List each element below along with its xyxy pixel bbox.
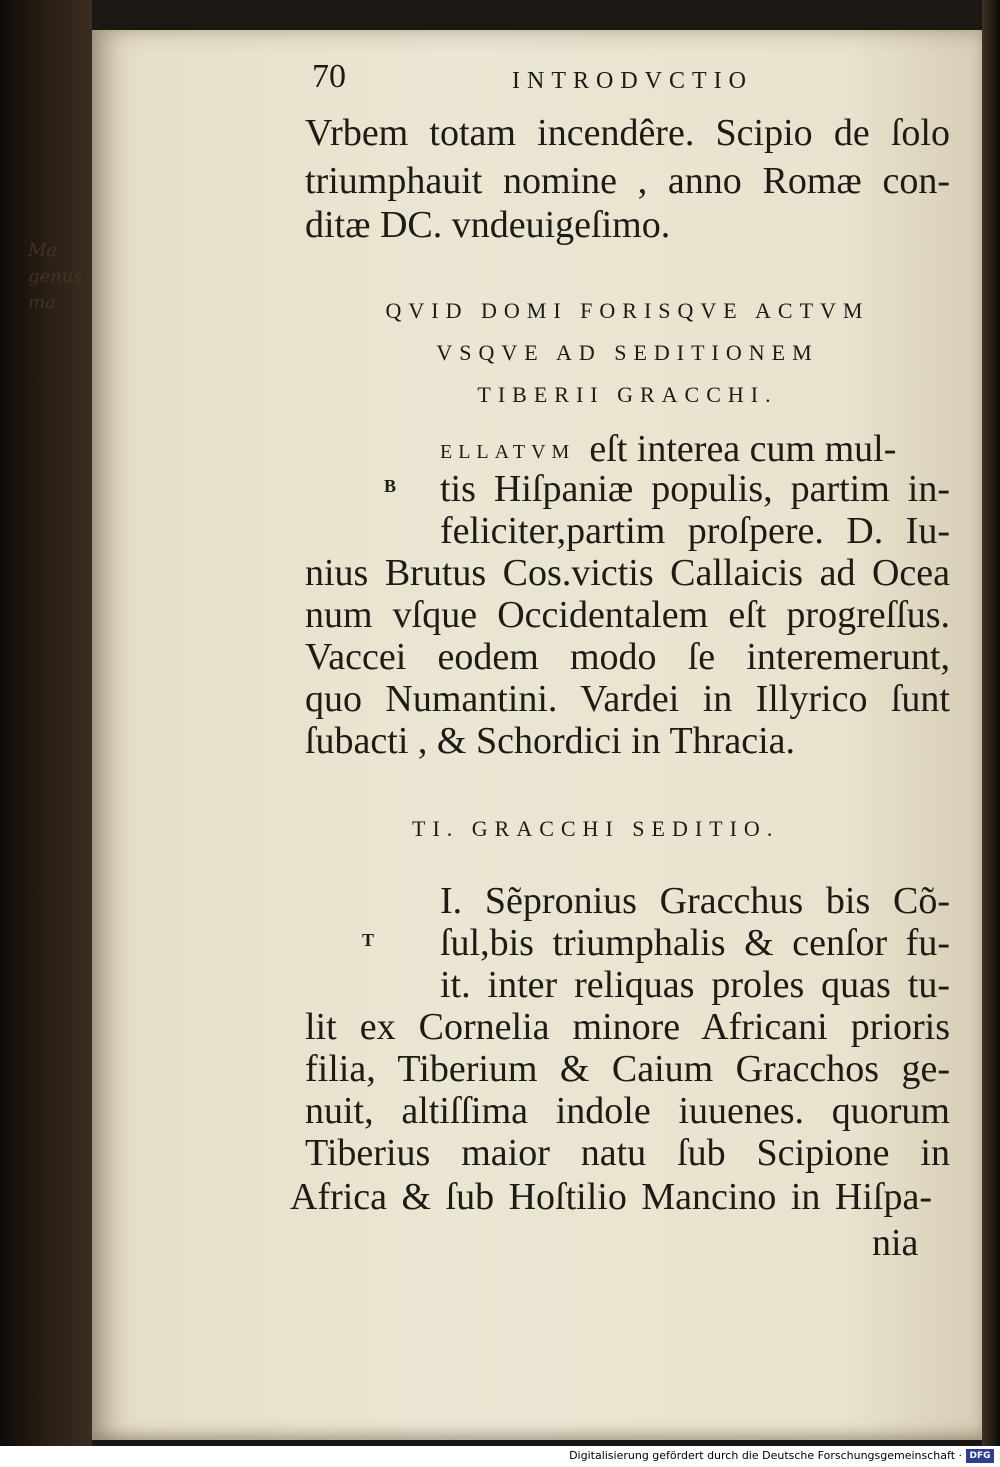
guide-letter: T [362, 930, 375, 950]
text-line: ſul,bis triumphalis & cenſor fu- [440, 922, 950, 964]
text-line: num vſque Occidentalem eſt progreſſus. [305, 594, 950, 636]
section-heading-line: TIBERII GRACCHI. [477, 382, 778, 407]
funding-credit: Digitalisierung gefördert durch die Deutsche Forschungsgemeinschaft · [569, 1449, 962, 1462]
text-line: quo Numantini. Vardei in Illyrico ſunt [305, 678, 950, 720]
binding-shadow [0, 0, 92, 1446]
section-heading-line: QVID DOMI FORISQVE ACTVM [385, 298, 870, 323]
text-line: ditæ DC. vndeuigeſimo. [305, 204, 671, 246]
page-edge-shadow [982, 0, 1000, 1446]
text-line: nuit, altiſſima indole iuuenes. quorum [305, 1090, 950, 1132]
text-line: nius Brutus Cos.victis Callaicis ad Ocea [305, 552, 950, 594]
section-heading-line: VSQVE AD SEDITIONEM [436, 340, 819, 365]
text-line: triumphauit nomine , anno Romæ con- [305, 160, 950, 202]
previous-page-fragment [28, 238, 88, 316]
running-head: INTRODVCTIO [512, 68, 753, 94]
text-line: filia, Tiberium & Caium Gracchos ge- [305, 1048, 950, 1090]
text-line: Africa & ſub Hoſtilio Mancino in Hiſpa- [290, 1176, 932, 1218]
text-line: lit ex Cornelia minore Africani prioris [305, 1006, 950, 1048]
previous-page-word: ma [28, 292, 56, 313]
catchword: nia [872, 1222, 919, 1264]
lead-capitals: ELLATVM [440, 441, 576, 464]
text-line: Tiberius maior natu ſub Scipione in [305, 1132, 950, 1174]
previous-page-word: genus [28, 266, 83, 287]
text-line: it. inter reliquas proles quas tu- [440, 964, 950, 1006]
text-line: ſubacti , & Schordici in Thracia. [305, 720, 795, 762]
text-line: Vrbem totam incendêre. Scipio de ſolo [305, 112, 950, 154]
text-line: Vaccei eodem modo ſe interemerunt, [305, 636, 950, 678]
page-header [312, 58, 952, 104]
text-line-first [440, 428, 950, 473]
digitization-footer [0, 1446, 1000, 1467]
previous-page-word: Ma [28, 240, 58, 261]
text-line: I. Sẽpronius Gracchus bis Cõ- [440, 880, 950, 922]
section-heading: TI. GRACCHI SEDITIO. [412, 816, 780, 841]
guide-letter: B [384, 476, 397, 496]
text-line: feliciter,partim proſpere. D. Iu- [440, 510, 950, 552]
text-line-rest: eſt interea cum mul- [589, 428, 897, 470]
text-line: tis Hiſpaniæ populis, partim in- [440, 468, 950, 510]
dfg-logo: DFG [966, 1449, 994, 1463]
page-number: 70 [312, 58, 346, 95]
